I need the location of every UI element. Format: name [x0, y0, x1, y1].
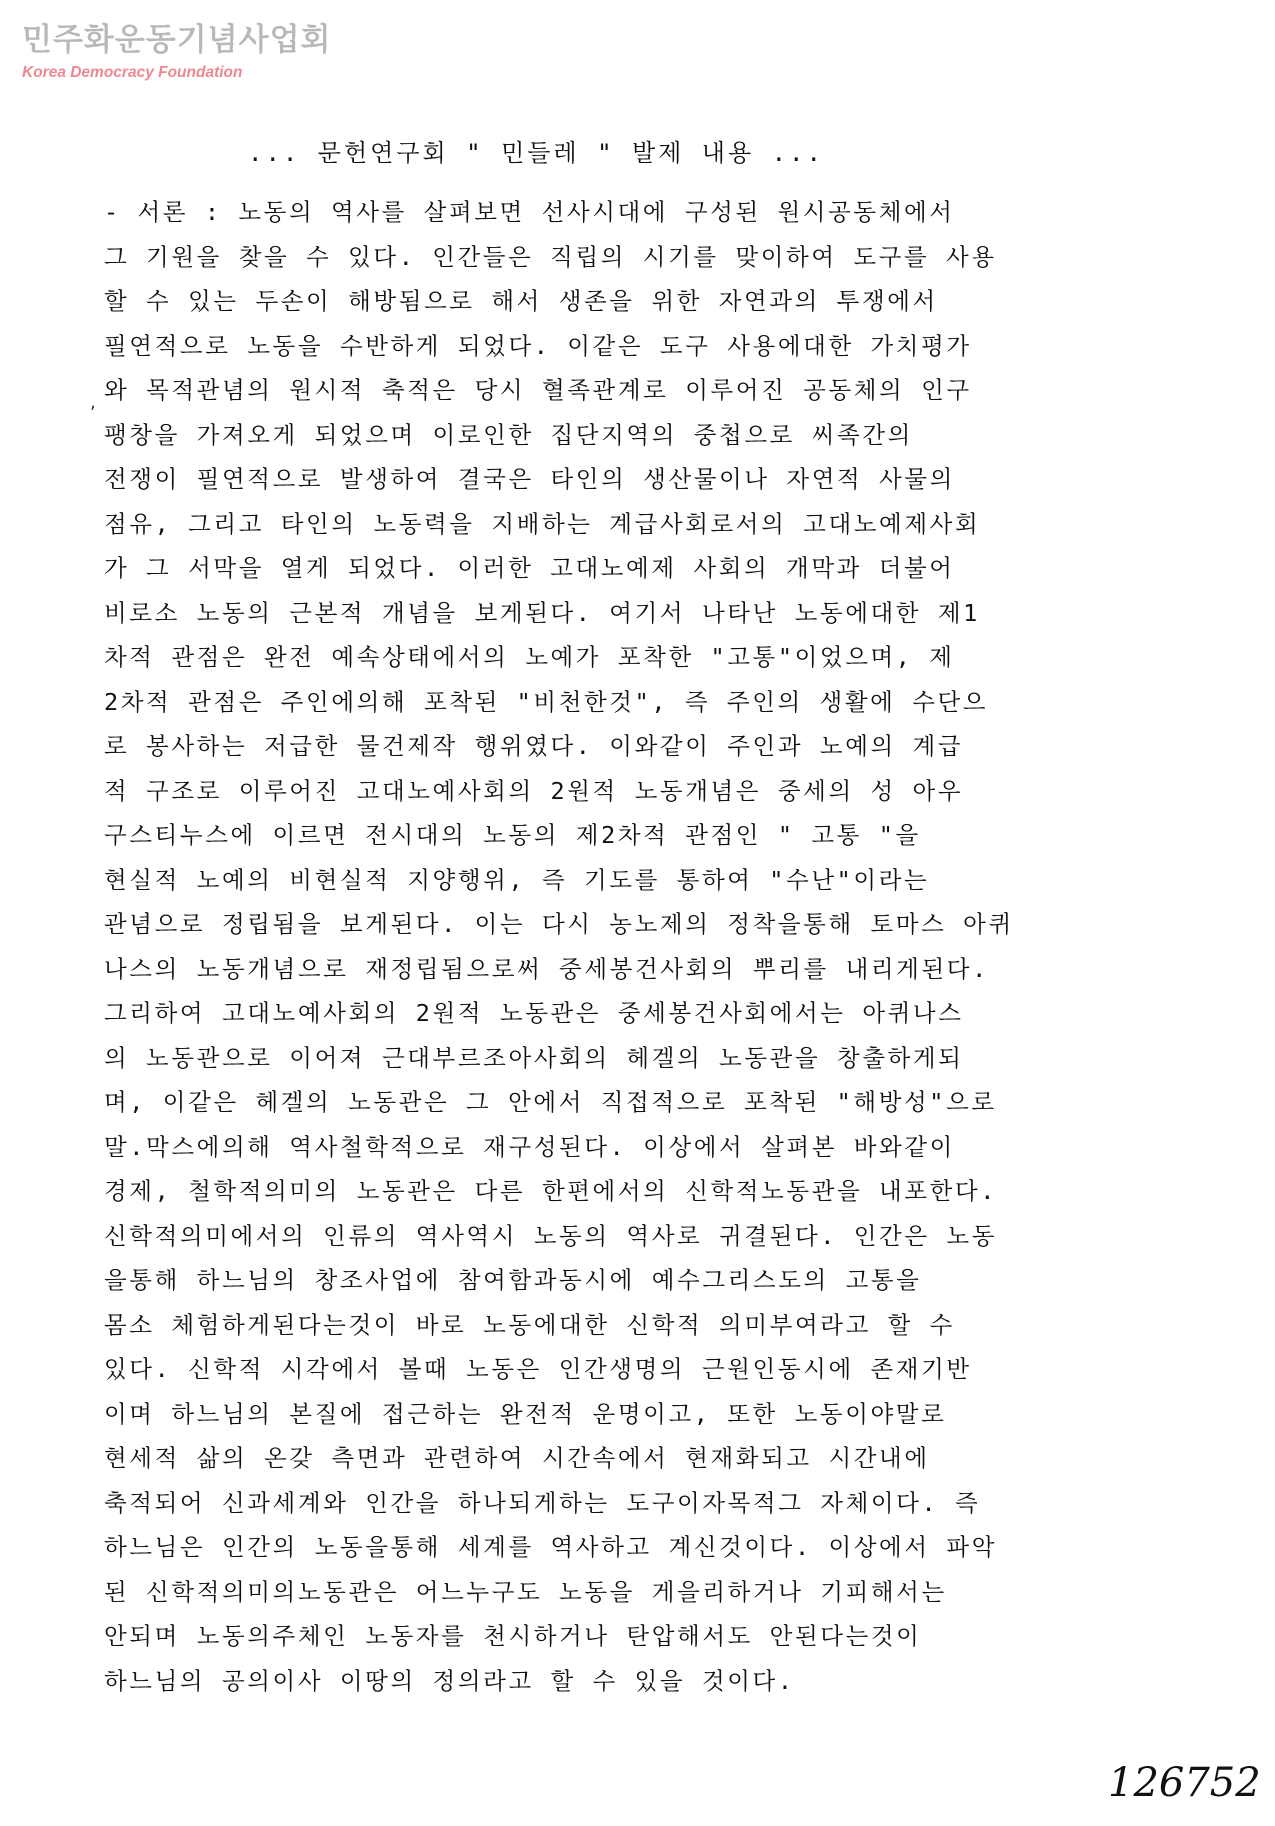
archive-number: 126752: [1108, 1760, 1261, 1806]
document-line: 있다. 신학적 시각에서 볼때 노동은 인간생명의 근원인동시에 존재기반: [104, 1355, 972, 1383]
document-line: 그리하여 고대노예사회의 2원적 노동관은 중세봉건사회에서는 아퀴나스: [104, 999, 964, 1027]
document-line: 몸소 체험하게된다는것이 바로 노동에대한 신학적 의미부여라고 할 수: [104, 1310, 955, 1339]
document-line: 경제, 철학적의미의 노동관은 다른 한편에서의 신학적노동관을 내포한다.: [104, 1177, 998, 1205]
document-line: 로 봉사하는 저급한 물건제작 행위였다. 이와같이 주인과 노예의 계급: [104, 732, 964, 760]
document-line: 비로소 노동의 근본적 개념을 보게된다. 여기서 나타난 노동에대한 제1: [104, 598, 980, 627]
document-line: 의 노동관으로 이어져 근대부르조아사회의 헤겔의 노동관을 창출하게되: [104, 1043, 964, 1072]
document-line: 구스티누스에 이르면 전시대의 노동의 제2차적 관점인 " 고통 "을: [104, 821, 921, 849]
document-line: 와 목적관념의 원시적 축적은 당시 혈족관계로 이루어진 공동체의 인구: [104, 376, 972, 404]
foundation-name-english: Korea Democracy Foundation: [22, 64, 243, 81]
document-title: ... 문헌연구회 " 민들레 " 발제 내용 ...: [248, 139, 824, 167]
document-line: 현세적 삶의 온갖 측면과 관련하여 시간속에서 현재화되고 시간내에: [104, 1444, 930, 1472]
foundation-watermark-logo: [22, 20, 331, 82]
document-line: 며, 이같은 헤겔의 노동관은 그 안에서 직접적으로 포착된 "해방성"으로: [104, 1088, 997, 1116]
document-line: 필연적으로 노동을 수반하게 되었다. 이같은 도구 사용에대한 가치평가: [104, 331, 972, 360]
document-line: 그 기원을 찾을 수 있다. 인간들은 직립의 시기를 맞이하여 도구를 사용: [104, 242, 997, 271]
document-line: 을통해 하느님의 창조사업에 참여함과동시에 예수그리스도의 고통을: [104, 1266, 922, 1294]
document-line: 신학적의미에서의 인류의 역사역시 노동의 역사로 귀결된다. 인간은 노동: [104, 1221, 998, 1250]
document-line: 나스의 노동개념으로 재정립됨으로써 중세봉건사회의 뿌리를 내리게된다.: [104, 954, 989, 983]
document-line: 할 수 있는 두손이 해방됨으로 해서 생존을 위한 자연과의 투쟁에서: [104, 287, 938, 315]
document-line: 점유, 그리고 타인의 노동력을 지배하는 계급사회로서의 고대노예제사회: [104, 509, 981, 538]
document-line: 축적되어 신과세계와 인간을 하나되게하는 도구이자목적그 자체이다. 즉: [104, 1488, 981, 1517]
document-line: 말.막스에의해 역사철학적으로 재구성된다. 이상에서 살펴본 바와같이: [104, 1132, 955, 1161]
document-line: 적 구조로 이루어진 고대노예사회의 2원적 노동개념은 중세의 성 아우: [104, 776, 964, 805]
document-line: 안되며 노동의주체인 노동자를 천시하거나 탄압해서도 안된다는것이: [104, 1622, 922, 1650]
document-line: - 서론 : 노동의 역사를 살펴보면 선사시대에 구성된 원시공동체에서: [104, 198, 955, 226]
document-line: 하느님의 공의이사 이땅의 정의라고 할 수 있을 것이다.: [104, 1666, 795, 1695]
document-body: [104, 190, 1144, 1703]
document-line: 된 신학적의미의노동관은 어느누구도 노동을 게을리하거나 기피해서는: [104, 1577, 947, 1606]
document-line: 차적 관점은 완전 예속상태에서의 노예가 포착한 "고통"이었으며, 제: [104, 643, 955, 671]
document-line: 관념으로 정립됨을 보게된다. 이는 다시 농노제의 정착을통해 토마스 아퀴: [104, 910, 1014, 938]
foundation-name-korean: 민주화운동기념사업회: [22, 22, 332, 58]
document-line: 전쟁이 필연적으로 발생하여 결국은 타인의 생산물이나 자연적 사물의: [104, 465, 955, 493]
document-line: 팽창을 가져오게 되었으며 이로인한 집단지역의 중첩으로 씨족간의: [104, 420, 913, 449]
document-line: 이며 하느님의 본질에 접근하는 완전적 운명이고, 또한 노동이야말로: [104, 1399, 947, 1428]
stray-mark-decoration: ,: [90, 392, 96, 413]
document-line: 하느님은 인간의 노동을통해 세계를 역사하고 계신것이다. 이상에서 파악: [104, 1533, 998, 1561]
document-line: 2차적 관점은 주인에의해 포착된 "비천한것", 즉 주인의 생활에 수단으: [104, 687, 989, 716]
document-line: 현실적 노예의 비현실적 지양행위, 즉 기도를 통하여 "수난"이라는: [104, 865, 930, 894]
document-line: 가 그 서막을 열게 되었다. 이러한 고대노예제 사회의 개막과 더불어: [104, 554, 955, 582]
